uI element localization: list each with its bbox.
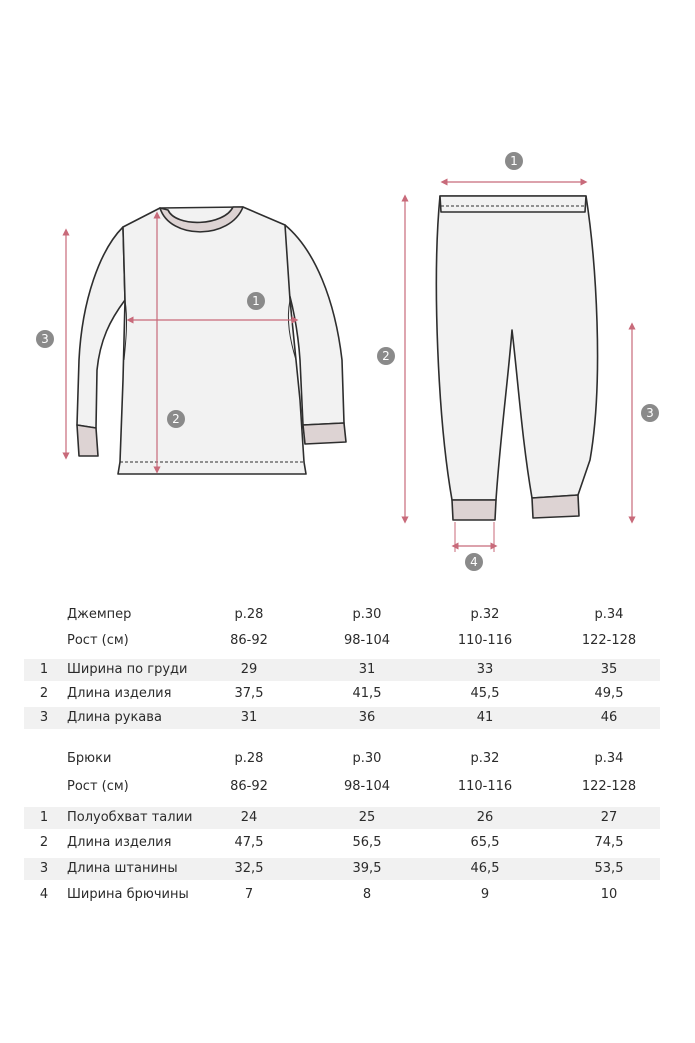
cell-value: 47,5 [234, 835, 264, 850]
size-label: р.30 [352, 751, 382, 766]
cell-value: 10 [600, 887, 618, 902]
row-number: 2 [39, 835, 49, 850]
cell-value: 37,5 [234, 686, 264, 701]
cell-value: 41,5 [352, 686, 382, 701]
size-label: р.34 [594, 607, 624, 622]
cell-value: 31 [358, 662, 376, 677]
size-label: р.28 [234, 751, 264, 766]
row-label: Ширина по груди [67, 662, 188, 677]
row-label: Длина изделия [67, 835, 172, 850]
row-label: Ширина брючины [67, 887, 189, 902]
pants-right-cuff [532, 495, 579, 518]
size-label: р.34 [594, 751, 624, 766]
height-label: Рост (см) [67, 779, 129, 794]
cell-value: 27 [600, 810, 618, 825]
height-value: 98-104 [343, 633, 391, 648]
height-value: 110-116 [457, 633, 513, 648]
row-number: 4 [39, 887, 49, 902]
row-label: Длина изделия [67, 686, 172, 701]
pants-height-row [24, 776, 660, 798]
cell-value: 7 [244, 887, 254, 902]
pants-header-row [24, 748, 660, 770]
jumper-left-sleeve [77, 227, 125, 428]
jumper-header-row [24, 604, 660, 626]
pants-illustration [436, 196, 597, 520]
size-label: р.32 [470, 607, 500, 622]
cell-value: 56,5 [352, 835, 382, 850]
table-row [24, 683, 660, 705]
cell-value: 24 [240, 810, 258, 825]
cell-value: 45,5 [470, 686, 500, 701]
pants-badge-4: 4 [465, 553, 483, 571]
height-value: 110-116 [457, 779, 513, 794]
cell-value: 41 [476, 710, 494, 725]
cell-value: 53,5 [594, 861, 624, 876]
jumper-badge-3: 3 [36, 330, 54, 348]
row-label: Длина штанины [67, 861, 178, 876]
row-number: 3 [39, 861, 49, 876]
pants-title: Брюки [67, 751, 112, 766]
height-value: 86-92 [230, 779, 268, 794]
table-row [24, 807, 660, 829]
height-value: 122-128 [581, 779, 637, 794]
table-row [24, 659, 660, 681]
table-row [24, 884, 660, 906]
height-value: 98-104 [343, 779, 391, 794]
cell-value: 33 [476, 662, 494, 677]
height-label: Рост (см) [67, 633, 129, 648]
jumper-badge-1: 1 [247, 292, 265, 310]
cell-value: 74,5 [594, 835, 624, 850]
height-value: 86-92 [230, 633, 268, 648]
jumper-right-cuff [303, 423, 346, 444]
pants-badge-3: 3 [641, 404, 659, 422]
row-number: 1 [39, 810, 49, 825]
cell-value: 31 [240, 710, 258, 725]
pants-left-cuff [452, 500, 496, 520]
jumper-body [118, 207, 306, 474]
row-label: Длина рукава [67, 710, 162, 725]
pants-body [436, 196, 597, 500]
height-value: 122-128 [581, 633, 637, 648]
cell-value: 39,5 [352, 861, 382, 876]
cell-value: 8 [362, 887, 372, 902]
cell-value: 29 [240, 662, 258, 677]
cell-value: 36 [358, 710, 376, 725]
jumper-badge-2: 2 [167, 410, 185, 428]
cell-value: 9 [480, 887, 490, 902]
jumper-height-row [24, 630, 660, 652]
cell-value: 25 [358, 810, 376, 825]
pants-waistband [440, 196, 586, 212]
row-number: 2 [39, 686, 49, 701]
row-number: 1 [39, 662, 49, 677]
row-label: Полуобхват талии [67, 810, 193, 825]
table-row [24, 832, 660, 854]
size-label: р.30 [352, 607, 382, 622]
cell-value: 65,5 [470, 835, 500, 850]
table-row [24, 858, 660, 880]
size-label: р.28 [234, 607, 264, 622]
jumper-left-cuff [77, 425, 98, 456]
pants-badge-2: 2 [377, 347, 395, 365]
cell-value: 26 [476, 810, 494, 825]
size-label: р.32 [470, 751, 500, 766]
cell-value: 46,5 [470, 861, 500, 876]
row-number: 3 [39, 710, 49, 725]
jumper-title: Джемпер [67, 607, 132, 622]
table-row [24, 707, 660, 729]
jumper-illustration [77, 207, 346, 474]
cell-value: 35 [600, 662, 618, 677]
pants-badge-1: 1 [505, 152, 523, 170]
cell-value: 49,5 [594, 686, 624, 701]
cell-value: 46 [600, 710, 618, 725]
cell-value: 32,5 [234, 861, 264, 876]
